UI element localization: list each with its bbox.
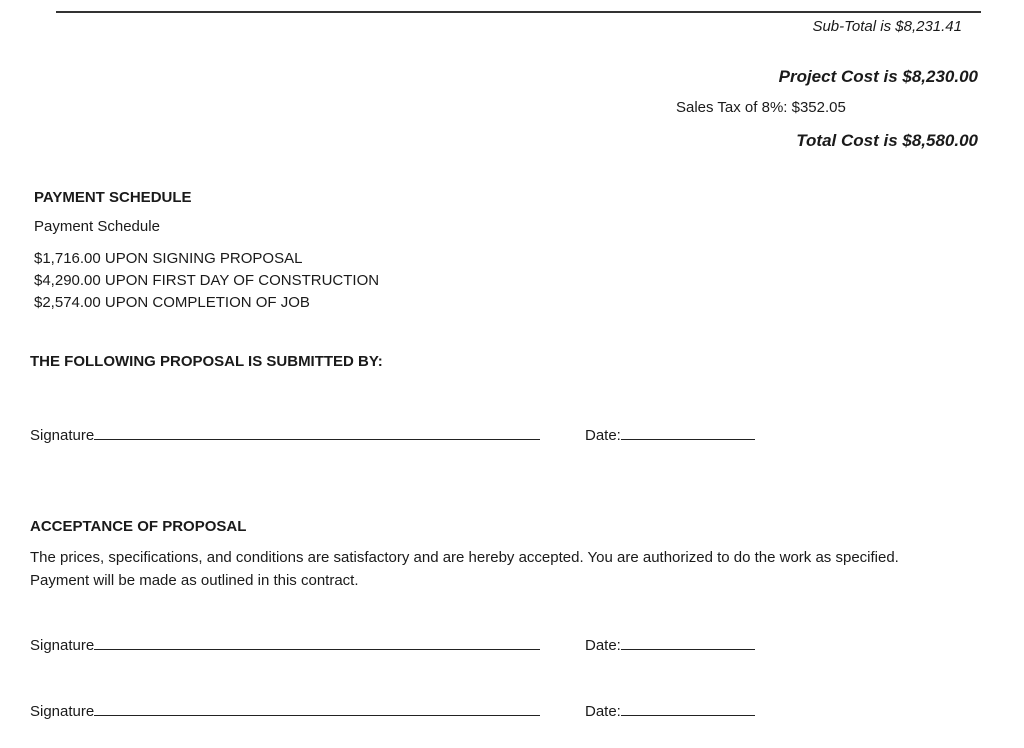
total-cost-text: Total Cost is $8,580.00 [796,131,978,150]
date-line [621,635,755,650]
payment-schedule-subheading: Payment Schedule [34,218,160,235]
payment-schedule-heading: PAYMENT SCHEDULE [34,189,192,206]
date-label: Date: [585,427,621,444]
signature-label: Signature [30,703,95,720]
date-label: Date: [585,703,621,720]
acceptance-heading: ACCEPTANCE OF PROPOSAL [30,518,247,535]
signature-field[interactable] [30,425,540,444]
payment-item: $4,290.00 UPON FIRST DAY OF CONSTRUCTION [34,272,380,289]
signature-field[interactable] [30,635,540,654]
project-cost-text: Project Cost is $8,230.00 [778,67,978,86]
signature-label: Signature [30,637,95,654]
date-line [621,425,755,440]
top-rule [56,11,981,13]
payment-item: $1,716.00 UPON SIGNING PROPOSAL [34,250,303,267]
signature-line [94,701,540,716]
date-field[interactable] [585,701,755,720]
date-field[interactable] [585,425,755,444]
date-label: Date: [585,637,621,654]
signature-line [94,635,540,650]
date-field[interactable] [585,635,755,654]
sales-tax-text: Sales Tax of 8%: $352.05 [676,99,846,116]
payment-item: $2,574.00 UPON COMPLETION OF JOB [34,294,310,311]
signature-line [94,425,540,440]
submitted-by-heading: THE FOLLOWING PROPOSAL IS SUBMITTED BY: [30,353,383,370]
signature-field[interactable] [30,701,540,720]
signature-label: Signature [30,427,95,444]
subtotal-text: Sub-Total is $8,231.41 [812,18,962,35]
acceptance-text: The prices, specifications, and conditions are satisfactory and are hereby accepted. You are authorized to do the work as specified. Payment will be made as outlined in this contract. [30,549,899,589]
date-line [621,701,755,716]
